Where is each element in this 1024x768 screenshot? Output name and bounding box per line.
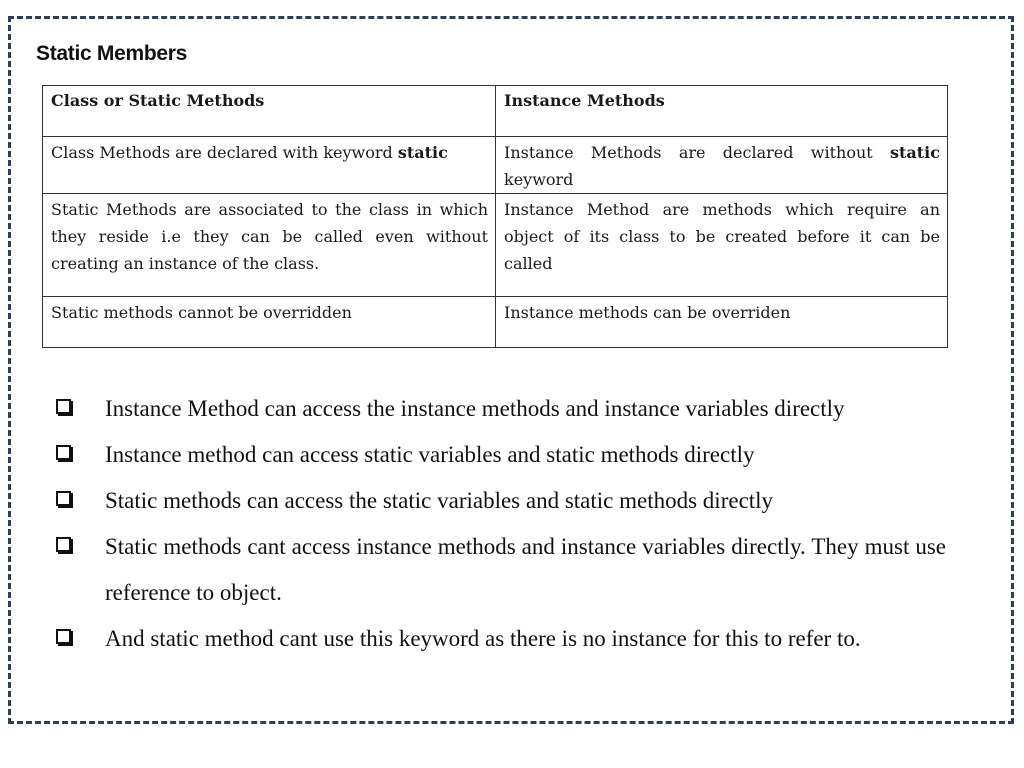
list-item xyxy=(54,478,946,524)
table-cell-instance: Instance methods can be overriden xyxy=(496,297,948,348)
checkbox-bullet-icon xyxy=(56,491,71,506)
keyword-static: static xyxy=(890,143,940,162)
table-cell-static xyxy=(43,137,496,194)
page-title: Static Members xyxy=(36,42,188,65)
bullet-list xyxy=(54,386,946,662)
bullet-text: And static method cant use this keyword as there is no instance for this to refer to. xyxy=(105,626,861,651)
table-cell-static: Static Methods are associated to the class in which they reside i.e they can be called even without creating an instance of the class. xyxy=(43,194,496,297)
list-item xyxy=(54,524,946,616)
list-item xyxy=(54,386,946,432)
table-header-row xyxy=(43,86,948,137)
table-cell-instance xyxy=(496,137,948,194)
list-item xyxy=(54,432,946,478)
bullet-text: Instance method can access static variables and static methods directly xyxy=(105,442,755,467)
checkbox-bullet-icon xyxy=(56,537,71,552)
list-item xyxy=(54,616,946,662)
keyword-static: static xyxy=(397,143,448,162)
comparison-table xyxy=(42,85,948,348)
checkbox-bullet-icon xyxy=(56,445,71,460)
cell-text: Class Methods are declared with keyword xyxy=(51,143,398,162)
column-header-static: Class or Static Methods xyxy=(43,86,496,137)
table-cell-static: Static methods cannot be overridden xyxy=(43,297,496,348)
bullet-text: Static methods cant access instance methods and instance variables directly. They must use reference to object. xyxy=(105,534,946,605)
column-header-instance: Instance Methods xyxy=(496,86,948,137)
bullet-text: Instance Method can access the instance methods and instance variables directly xyxy=(105,396,845,421)
checkbox-bullet-icon xyxy=(56,399,71,414)
checkbox-bullet-icon xyxy=(56,629,71,644)
table-row xyxy=(43,297,948,348)
bullet-text: Static methods can access the static variables and static methods directly xyxy=(105,488,774,513)
table-row xyxy=(43,194,948,297)
table-row xyxy=(43,137,948,194)
cell-text-suffix: keyword xyxy=(504,170,574,189)
cell-text: Instance Methods are declared without xyxy=(504,143,891,162)
table-cell-instance: Instance Method are methods which require an object of its class to be created before it can be called xyxy=(496,194,948,297)
